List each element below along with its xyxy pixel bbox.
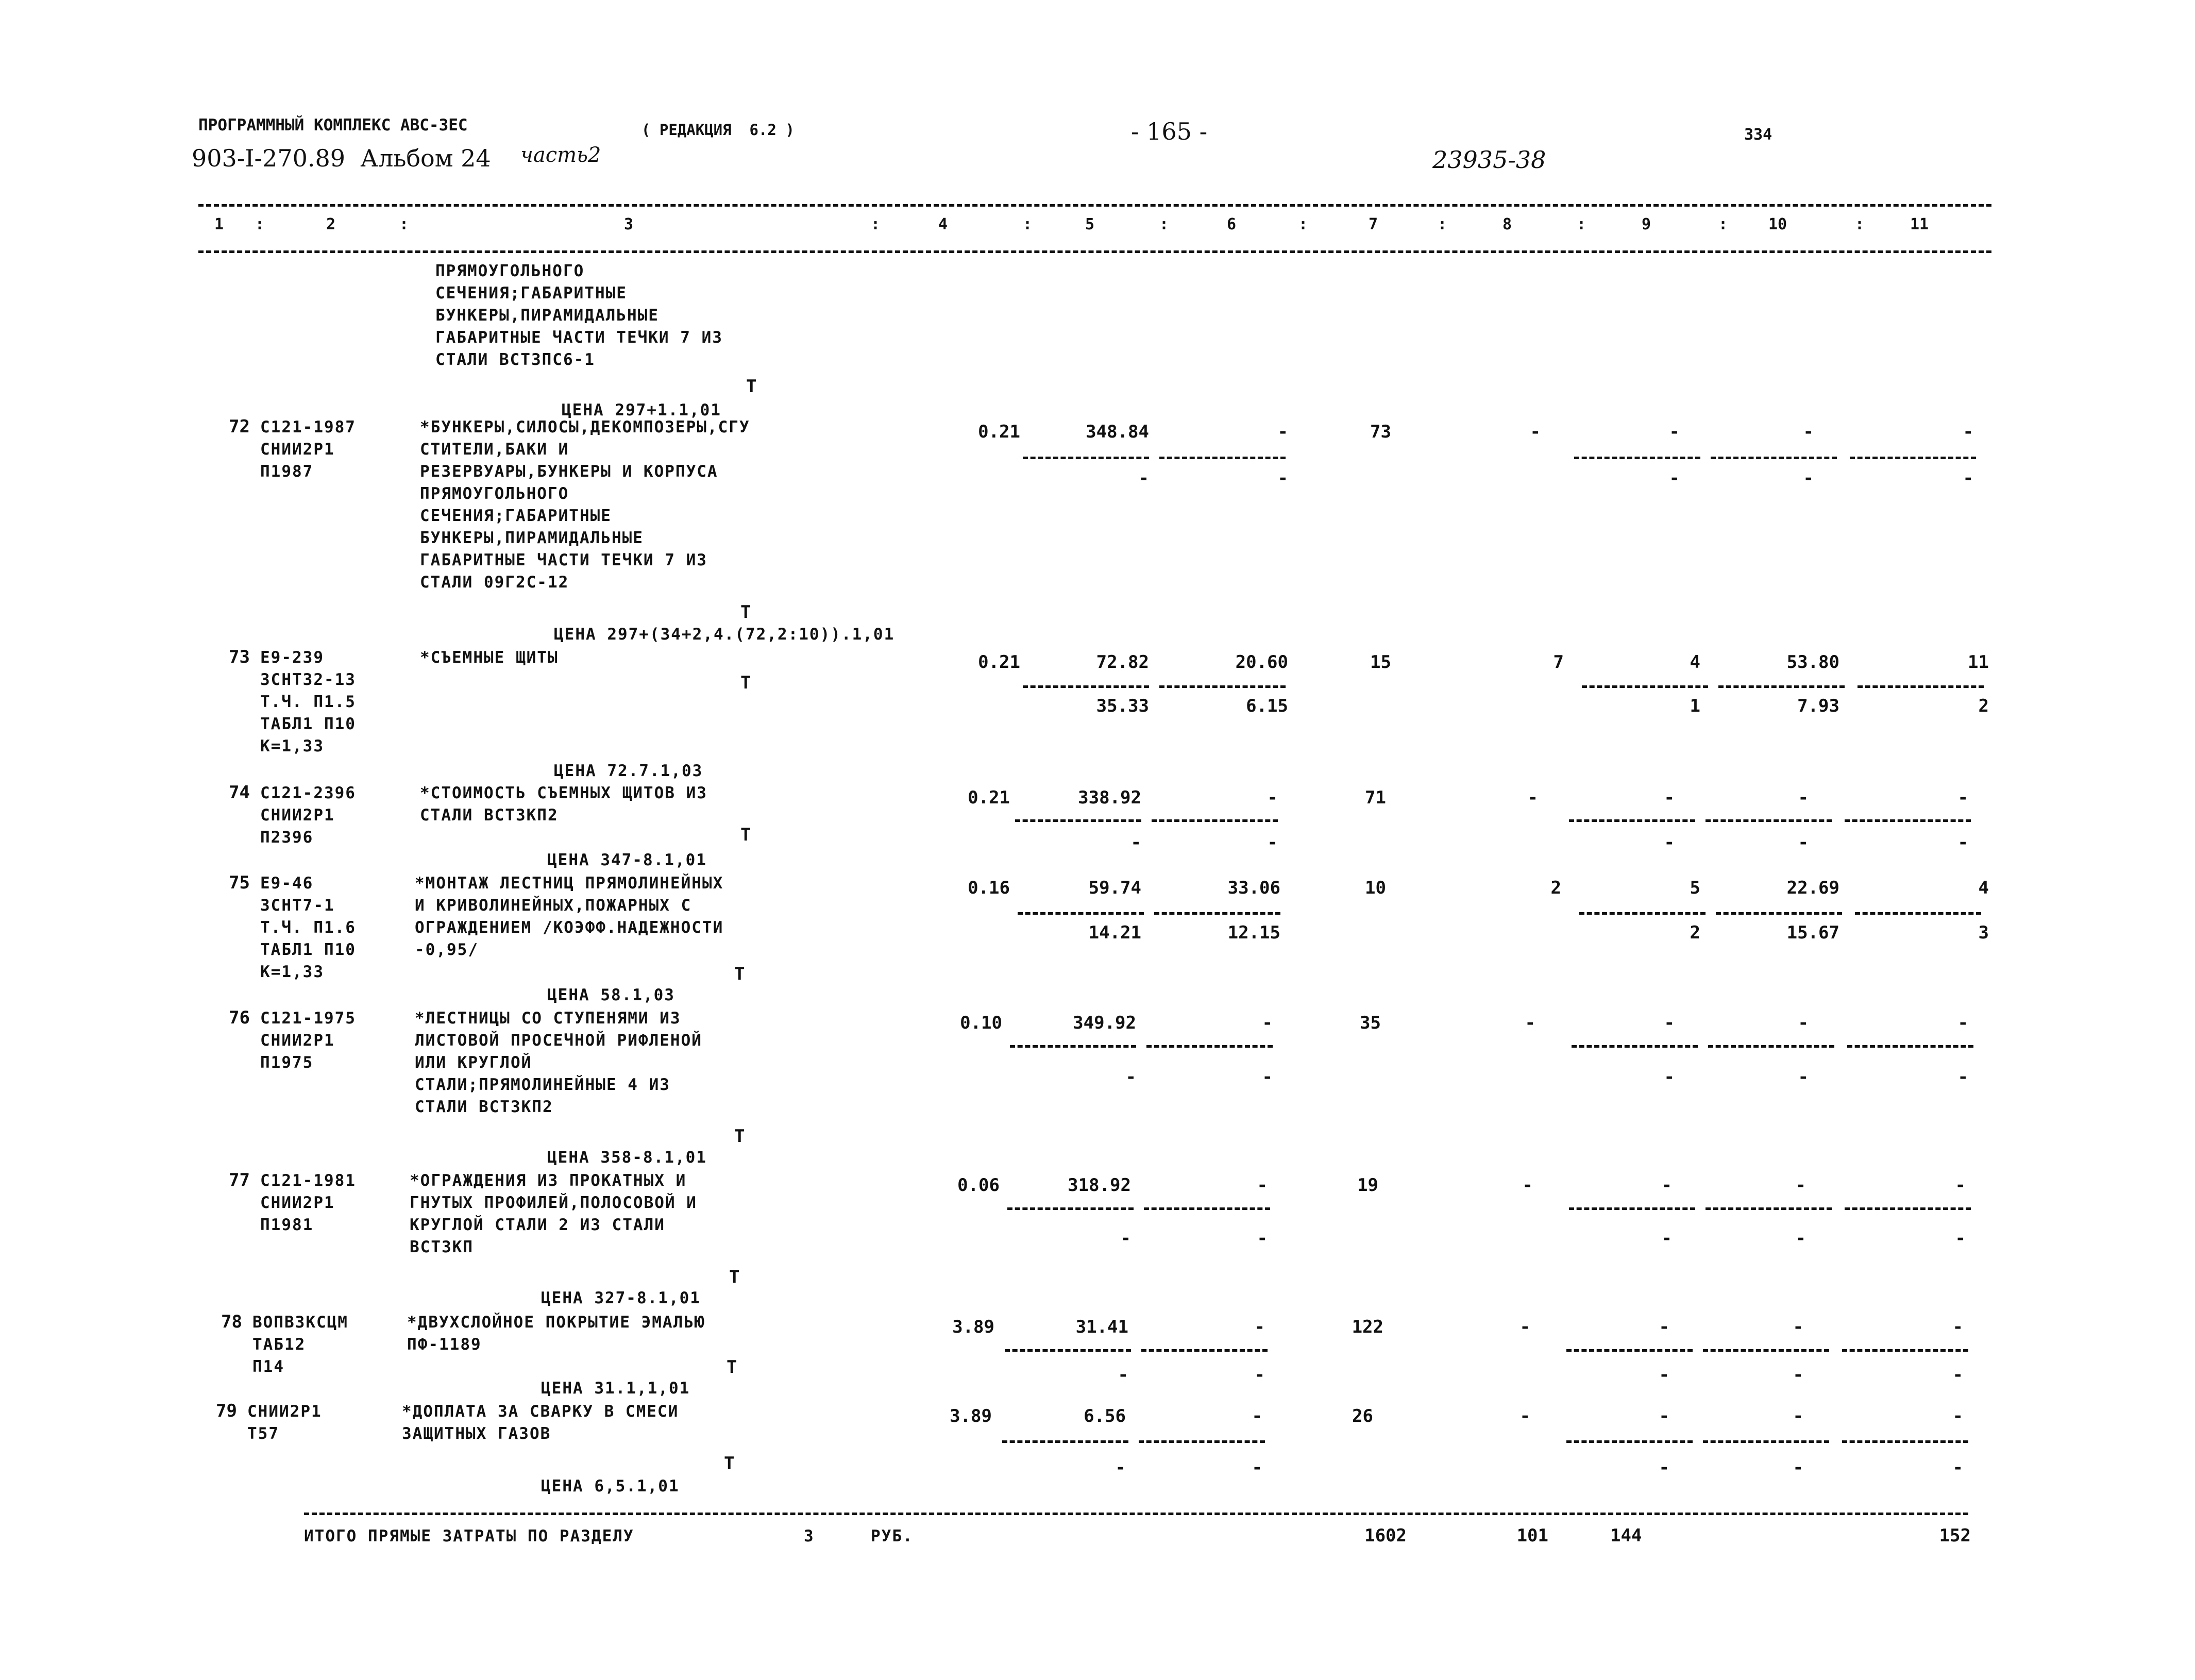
cell-col8: - xyxy=(1530,422,1541,442)
cell-col7: 19 xyxy=(1357,1175,1378,1196)
t-mark: Т xyxy=(734,1126,745,1147)
sheet-number: 334 xyxy=(1744,126,1772,144)
column-separator: : xyxy=(871,215,881,233)
header-top-rule xyxy=(198,204,1991,207)
page-number: - 165 - xyxy=(1131,117,1208,145)
t-mark: Т xyxy=(727,1357,737,1377)
cell-col11-sub: - xyxy=(1963,468,1973,489)
program-title: ПРОГРАММНЫЙ КОМПЛЕКС АВС-3ЕС xyxy=(198,116,468,135)
t-mark: Т xyxy=(724,1453,735,1474)
row-description: *СЪЕМНЫЕ ЩИТЫ xyxy=(420,648,559,667)
cell-col8: - xyxy=(1525,1013,1535,1033)
row-quantity: 0.16 xyxy=(968,878,1010,898)
album-code: 903-I-270.89 Альбом 24 xyxy=(192,144,491,172)
t-mark: Т xyxy=(740,825,751,845)
price-note: ЦЕНА 358-8.1,01 xyxy=(547,1148,707,1167)
cell-col10: 53.80 xyxy=(1786,652,1839,673)
cell-col8: - xyxy=(1519,1406,1530,1426)
cell-col11-sub: 2 xyxy=(1978,696,1989,716)
row-description: *БУНКЕРЫ,СИЛОСЫ,ДЕКОМПОЗЕРЫ,СГУ СТИТЕЛИ,БАКИ И РЕЗЕРВУАРЫ,БУНКЕРЫ И КОРПУСА ПРЯМОУГОЛЬНОГО СЕЧЕНИЯ;ГАБАРИТНЫЕ БУНКЕРЫ,ПИРАМИДАЛЬНЫЕ ГАБАРИТНЫЕ ЧАСТИ ТЕЧКИ 7 ИЗ СТАЛИ 09Г2С-12 xyxy=(420,418,750,592)
cell-col11: - xyxy=(1955,1175,1966,1196)
edition-label: ( РЕДАКЦИЯ 6.2 ) xyxy=(641,121,795,139)
cell-col8: - xyxy=(1519,1317,1530,1337)
cell-col10: 22.69 xyxy=(1786,878,1839,898)
price-note: ЦЕНА 6,5.1,01 xyxy=(541,1477,680,1496)
cell-divider xyxy=(1703,1349,1829,1352)
carried-over-description: ПРЯМОУГОЛЬНОГО СЕЧЕНИЯ;ГАБАРИТНЫЕ БУНКЕРЫ,ПИРАМИДАЛЬНЫЕ ГАБАРИТНЫЕ ЧАСТИ ТЕЧКИ 7 ИЗ СТАЛИ ВСТЗПС6-1 xyxy=(435,262,723,369)
cell-col10-sub: - xyxy=(1803,468,1814,489)
cell-col6: 33.06 xyxy=(1227,878,1280,898)
cell-divider xyxy=(1010,1045,1136,1048)
cell-col9-sub: - xyxy=(1661,1228,1672,1249)
cell-col5: 318.92 xyxy=(1068,1175,1131,1196)
cell-divider xyxy=(1144,1207,1270,1210)
cell-col9-sub: 2 xyxy=(1690,922,1700,943)
cell-col5-sub: 14.21 xyxy=(1088,922,1141,943)
row-quantity: 0.21 xyxy=(978,652,1020,673)
cell-col6: 20.60 xyxy=(1235,652,1288,673)
t-mark: Т xyxy=(746,376,757,397)
row-description: *СТОИМОСТЬ СЪЕМНЫХ ЩИТОВ ИЗ СТАЛИ ВСТЗКП2 xyxy=(420,784,707,825)
column-header-1: 1 xyxy=(214,215,224,233)
cell-divider xyxy=(1845,1207,1971,1210)
cell-divider xyxy=(1842,1349,1968,1352)
row-number: 72 xyxy=(229,416,250,437)
column-header-11: 11 xyxy=(1910,215,1929,233)
cell-divider xyxy=(1850,457,1976,459)
cell-divider xyxy=(1716,912,1842,915)
cell-col6-sub: - xyxy=(1257,1228,1268,1249)
cell-col8: 7 xyxy=(1553,652,1564,673)
cell-col8: - xyxy=(1522,1175,1533,1196)
cell-col10-sub: - xyxy=(1798,1067,1809,1087)
cell-divider xyxy=(1847,1045,1973,1048)
cell-col9: 4 xyxy=(1690,652,1700,673)
column-header-3: 3 xyxy=(623,215,634,233)
cell-col9: - xyxy=(1664,1013,1675,1033)
total-col8: 101 xyxy=(1516,1525,1548,1546)
cell-col10-sub: - xyxy=(1795,1228,1806,1249)
t-mark: Т xyxy=(729,1267,740,1287)
column-separator: : xyxy=(1577,215,1586,233)
row-quantity: 3.89 xyxy=(952,1317,994,1337)
cell-divider xyxy=(1845,819,1971,822)
cell-col11: 4 xyxy=(1978,878,1989,898)
column-header-6: 6 xyxy=(1226,215,1237,233)
cell-divider xyxy=(1007,1207,1134,1210)
cell-col10-sub: 7.93 xyxy=(1797,696,1839,716)
row-code: С121-1981 СНИИ2Р1 П1981 xyxy=(260,1171,356,1234)
cell-col5-sub: - xyxy=(1115,1457,1126,1478)
cell-divider xyxy=(1718,685,1845,688)
cell-col6: - xyxy=(1254,1317,1265,1337)
cell-col9: - xyxy=(1659,1317,1669,1337)
row-code: С121-1975 СНИИ2Р1 П1975 xyxy=(260,1009,356,1072)
cell-divider xyxy=(1023,457,1149,459)
cell-col10: - xyxy=(1793,1406,1803,1426)
total-rule xyxy=(304,1513,1968,1515)
column-header-2: 2 xyxy=(326,215,336,233)
cell-divider xyxy=(1569,819,1695,822)
cell-col10-sub: 15.67 xyxy=(1786,922,1839,943)
cell-col6-sub: - xyxy=(1277,468,1288,489)
cell-col8: 2 xyxy=(1550,878,1561,898)
row-code: С121-1987 СНИИ2Р1 П1987 xyxy=(260,418,356,481)
cell-col7: 10 xyxy=(1365,878,1386,898)
cell-divider xyxy=(1005,1349,1131,1352)
document-code: 23935-38 xyxy=(1432,146,1546,174)
price-note: ЦЕНА 58.1,03 xyxy=(547,986,675,1004)
cell-col6-sub: - xyxy=(1252,1457,1262,1478)
cell-col9: - xyxy=(1664,787,1675,808)
cell-col9-sub: - xyxy=(1659,1457,1669,1478)
cell-col5-sub: 35.33 xyxy=(1096,696,1149,716)
price-note: ЦЕНА 297+(34+2,4.(72,2:10)).1,01 xyxy=(554,625,895,644)
cell-divider xyxy=(1159,457,1286,459)
column-header-9: 9 xyxy=(1641,215,1651,233)
row-description: *МОНТАЖ ЛЕСТНИЦ ПРЯМОЛИНЕЙНЫХ И КРИВОЛИНЕЙНЫХ,ПОЖАРНЫХ С ОГРАЖДЕНИЕМ /КОЭФФ.НАДЕЖНОСТИ -0,95/ xyxy=(415,874,724,959)
total-col7: 1602 xyxy=(1364,1525,1407,1546)
total-label: ИТОГО ПРЯМЫЕ ЗАТРАТЫ ПО РАЗДЕЛУ xyxy=(304,1527,634,1545)
cell-col11-sub: - xyxy=(1952,1365,1963,1385)
column-header-5: 5 xyxy=(1085,215,1095,233)
cell-divider xyxy=(1858,685,1984,688)
cell-divider xyxy=(1582,685,1708,688)
cell-col10: - xyxy=(1795,1175,1806,1196)
t-mark: Т xyxy=(734,964,745,984)
t-mark: Т xyxy=(740,602,751,623)
row-quantity: 0.21 xyxy=(978,422,1020,442)
column-separator: : xyxy=(1159,215,1169,233)
cell-col5: 31.41 xyxy=(1075,1317,1128,1337)
column-separator: : xyxy=(399,215,409,233)
column-separator: : xyxy=(1298,215,1308,233)
column-separator: : xyxy=(1438,215,1447,233)
price-note: ЦЕНА 72.7.1,03 xyxy=(554,762,703,780)
cell-divider xyxy=(1574,457,1700,459)
cell-divider xyxy=(1139,1440,1265,1443)
cell-divider xyxy=(1002,1440,1128,1443)
cell-divider xyxy=(1159,685,1286,688)
cell-col9: - xyxy=(1669,422,1680,442)
cell-col6-sub: - xyxy=(1267,832,1278,853)
column-separator: : xyxy=(1718,215,1728,233)
column-header-7: 7 xyxy=(1368,215,1378,233)
cell-divider xyxy=(1855,912,1981,915)
cell-col10: - xyxy=(1793,1317,1803,1337)
cell-col9-sub: 1 xyxy=(1690,696,1700,716)
cell-col10-sub: - xyxy=(1798,832,1809,853)
t-mark: Т xyxy=(740,673,751,693)
cell-col11: - xyxy=(1957,1013,1968,1033)
cell-col6: - xyxy=(1257,1175,1268,1196)
total-currency: РУБ. xyxy=(871,1527,914,1545)
cell-col6-sub: - xyxy=(1254,1365,1265,1385)
cell-col5-sub: - xyxy=(1120,1228,1131,1249)
price-note: ЦЕНА 347-8.1,01 xyxy=(547,851,707,869)
cell-divider xyxy=(1154,912,1280,915)
column-header-4: 4 xyxy=(938,215,948,233)
cell-col6-sub: 12.15 xyxy=(1227,922,1280,943)
cell-col11-sub: - xyxy=(1952,1457,1963,1478)
cell-col9-sub: - xyxy=(1664,832,1675,853)
cell-col7: 26 xyxy=(1352,1406,1373,1426)
total-section: 3 xyxy=(804,1527,815,1545)
cell-divider xyxy=(1706,1207,1832,1210)
cell-col9: - xyxy=(1659,1406,1669,1426)
cell-col5-sub: - xyxy=(1125,1067,1136,1087)
price-note: ЦЕНА 297+1.1,01 xyxy=(562,401,721,419)
cell-col11: - xyxy=(1952,1317,1963,1337)
cell-col6: - xyxy=(1252,1406,1262,1426)
cell-col11-sub: - xyxy=(1957,1067,1968,1087)
cell-col8: - xyxy=(1527,787,1538,808)
cell-divider xyxy=(1703,1440,1829,1443)
cell-col9-sub: - xyxy=(1669,468,1680,489)
row-quantity: 0.10 xyxy=(960,1013,1002,1033)
cell-col11: - xyxy=(1963,422,1973,442)
cell-col10: - xyxy=(1798,787,1809,808)
cell-col5: 349.92 xyxy=(1073,1013,1136,1033)
row-code: С121-2396 СНИИ2Р1 П2396 xyxy=(260,784,356,847)
cell-col6-sub: - xyxy=(1262,1067,1273,1087)
row-number: 79 xyxy=(216,1401,237,1421)
row-description: *ЛЕСТНИЦЫ СО СТУПЕНЯМИ ИЗ ЛИСТОВОЙ ПРОСЕЧНОЙ РИФЛЕНОЙ ИЛИ КРУГЛОЙ СТАЛИ;ПРЯМОЛИНЕЙНЫЕ 4 ИЗ СТАЛИ ВСТЗКП2 xyxy=(415,1009,702,1116)
cell-divider xyxy=(1711,457,1837,459)
cell-col10-sub: - xyxy=(1793,1365,1803,1385)
cell-col10: - xyxy=(1803,422,1814,442)
cell-divider xyxy=(1141,1349,1268,1352)
row-description: *ОГРАЖДЕНИЯ ИЗ ПРОКАТНЫХ И ГНУТЫХ ПРОФИЛЕЙ,ПОЛОСОВОЙ И КРУГЛОЙ СТАЛИ 2 ИЗ СТАЛИ ВСТЗКП xyxy=(410,1171,697,1256)
cell-col11: 11 xyxy=(1968,652,1989,673)
cell-divider xyxy=(1152,819,1278,822)
cell-divider xyxy=(1566,1349,1693,1352)
album-part: часть2 xyxy=(520,143,601,167)
cell-divider xyxy=(1146,1045,1273,1048)
column-separator: : xyxy=(1855,215,1865,233)
column-separator: : xyxy=(255,215,265,233)
cell-col6-sub: 6.15 xyxy=(1246,696,1288,716)
cell-col11: - xyxy=(1952,1406,1963,1426)
row-number: 73 xyxy=(229,647,250,667)
price-note: ЦЕНА 31.1,1,01 xyxy=(541,1379,690,1398)
total-col11: 152 xyxy=(1939,1525,1971,1546)
cell-col5: 348.84 xyxy=(1086,422,1149,442)
cell-col10-sub: - xyxy=(1793,1457,1803,1478)
column-header-10: 10 xyxy=(1768,215,1787,233)
price-note: ЦЕНА 327-8.1,01 xyxy=(541,1289,701,1307)
row-number: 76 xyxy=(229,1007,250,1028)
cell-col7: 15 xyxy=(1370,652,1391,673)
cell-col5: 338.92 xyxy=(1078,787,1141,808)
row-number: 77 xyxy=(229,1170,250,1190)
cell-col5: 6.56 xyxy=(1084,1406,1126,1426)
row-number: 78 xyxy=(221,1312,242,1332)
cell-divider xyxy=(1572,1045,1698,1048)
cell-divider xyxy=(1708,1045,1834,1048)
cell-col5-sub: - xyxy=(1130,832,1141,853)
row-quantity: 3.89 xyxy=(950,1406,992,1426)
row-code: СНИИ2Р1 Т57 xyxy=(247,1402,322,1443)
cell-col5-sub: - xyxy=(1138,468,1149,489)
cell-col7: 71 xyxy=(1365,787,1386,808)
cell-col6: - xyxy=(1277,422,1288,442)
cell-col11: - xyxy=(1957,787,1968,808)
cell-divider xyxy=(1018,912,1144,915)
cell-col10: - xyxy=(1798,1013,1809,1033)
cell-divider xyxy=(1579,912,1706,915)
cell-col9: 5 xyxy=(1690,878,1700,898)
cell-col5: 72.82 xyxy=(1096,652,1149,673)
cell-divider xyxy=(1023,685,1149,688)
cell-divider xyxy=(1569,1207,1695,1210)
cell-col7: 122 xyxy=(1352,1317,1383,1337)
cell-col9: - xyxy=(1661,1175,1672,1196)
cell-col7: 73 xyxy=(1370,422,1391,442)
cell-divider xyxy=(1706,819,1832,822)
cell-col5: 59.74 xyxy=(1088,878,1141,898)
cell-col9-sub: - xyxy=(1659,1365,1669,1385)
row-quantity: 0.06 xyxy=(957,1175,1000,1196)
row-description: *ДВУХСЛОЙНОЕ ПОКРЫТИЕ ЭМАЛЬЮ ПФ-1189 xyxy=(407,1313,705,1354)
cell-divider xyxy=(1015,819,1141,822)
row-code: Е9-239 ЗСНТ32-13 Т.Ч. П1.5 ТАБЛ1 П10 К=1,33 xyxy=(260,648,356,755)
column-separator: : xyxy=(1023,215,1033,233)
column-header-8: 8 xyxy=(1502,215,1512,233)
row-description: *ДОПЛАТА ЗА СВАРКУ В СМЕСИ ЗАЩИТНЫХ ГАЗОВ xyxy=(402,1402,679,1443)
row-code: Е9-46 ЗСНТ7-1 Т.Ч. П1.6 ТАБЛ1 П10 К=1,33 xyxy=(260,874,356,981)
cell-col11-sub: - xyxy=(1957,832,1968,853)
header-bottom-rule xyxy=(198,250,1991,253)
row-number: 74 xyxy=(229,782,250,803)
row-code: ВОПВЗКСЦМ ТАБ12 П14 xyxy=(252,1313,348,1376)
cell-col11-sub: - xyxy=(1955,1228,1966,1249)
row-quantity: 0.21 xyxy=(968,787,1010,808)
total-col9: 144 xyxy=(1610,1525,1642,1546)
cell-col7: 35 xyxy=(1360,1013,1381,1033)
cell-col5-sub: - xyxy=(1118,1365,1128,1385)
row-number: 75 xyxy=(229,872,250,893)
cell-col11-sub: 3 xyxy=(1978,922,1989,943)
cell-col9-sub: - xyxy=(1664,1067,1675,1087)
cell-divider xyxy=(1842,1440,1968,1443)
cell-divider xyxy=(1566,1440,1693,1443)
cell-col6: - xyxy=(1262,1013,1273,1033)
cell-col6: - xyxy=(1267,787,1278,808)
